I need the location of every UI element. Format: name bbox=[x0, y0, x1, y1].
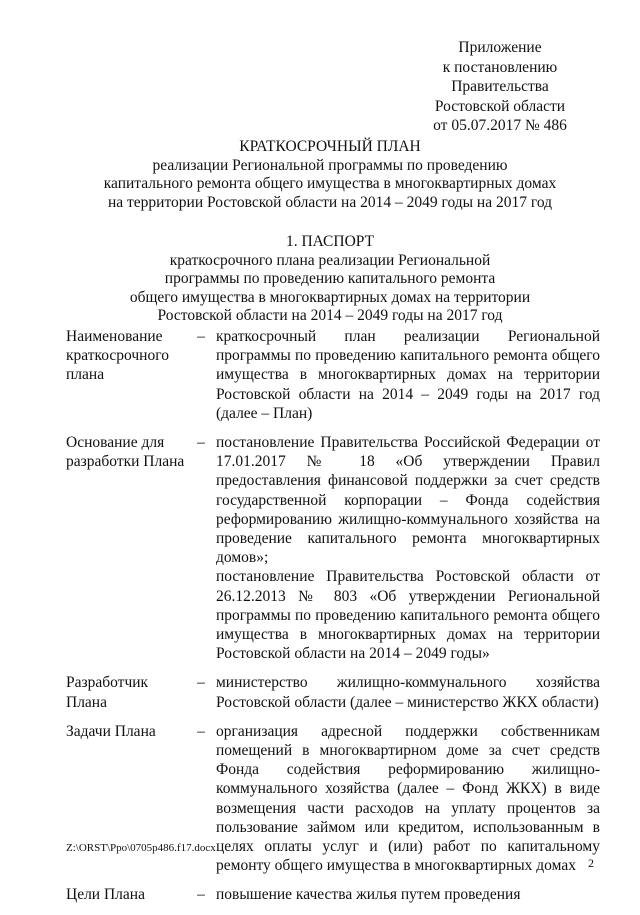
row-paragraph: постановление Правительства Российской Федерации от 17.01.2017 № 18 «Об утверждении Правил предоставления финансовой поддержки за счет средств государственной корпорации – Фонда содействия реформированию жилищно-коммунального хозяйства на проведение капитального ремонта многоквартирных домов»; bbox=[216, 434, 600, 567]
section-heading bbox=[80, 233, 580, 326]
section-line: общего имущества в многоквартирных домах на территории bbox=[129, 288, 531, 306]
row-dash: – bbox=[197, 328, 205, 345]
row-dash: – bbox=[197, 886, 205, 904]
document-title bbox=[80, 138, 580, 212]
section-line: Ростовской области на 2014 – 2049 годы на 2017 год bbox=[157, 307, 503, 324]
approval-line: Ростовской области bbox=[434, 97, 566, 115]
passport-row bbox=[66, 673, 600, 721]
row-paragraph: организация адресной поддержки собственникам помещений в многоквартирном доме за счет средств Фонда содействия реформированию жилищно-коммунального хозяйства (далее – Фонд ЖКХ) в виде возмещения части расходов на уплату процентов за пользование займом или кредитом, использованным в целях оплаты услуг и (или) работ по капитальному ремонту общего имущества в многоквартирных домах bbox=[216, 722, 600, 875]
section-line: краткосрочного плана реализации Региональной bbox=[169, 251, 491, 269]
row-name: Наименование краткосрочного плана bbox=[66, 328, 169, 384]
page-number: 2 bbox=[588, 856, 594, 870]
approval-line: к постановлению bbox=[442, 58, 558, 76]
section-line: программы по проведению капитального ремонта bbox=[164, 270, 496, 287]
approval-line: от 05.07.2017 № 486 bbox=[433, 117, 567, 134]
row-paragraph: постановление Правительства Ростовской области от 26.12.2013 № 803 «Об утверждении Региональной программы по проведению капитального ремонта общего имущества в многоквартирных домах на территории Ростовской области на 2014 – 2049 годы» bbox=[216, 568, 600, 663]
row-value bbox=[214, 327, 600, 433]
row-name: Цели Плана bbox=[66, 886, 145, 904]
row-value bbox=[214, 673, 600, 721]
title-line: реализации Региональной программы по проведению bbox=[152, 156, 508, 174]
passport-row bbox=[66, 885, 600, 914]
row-dash: – bbox=[197, 434, 205, 452]
row-paragraph: краткосрочный план реализации Региональной программы по проведению капитального ремонта общего имущества в многоквартирных домах на территории Ростовской области на 2014 – 2049 годы на 2017 год (далее – План) bbox=[216, 328, 600, 422]
footer-file-path: Z:\ORST\Ppo\0705p486.f17.docx bbox=[66, 842, 216, 854]
title-line: капитального ремонта общего имущества в многоквартирных домах bbox=[103, 175, 557, 192]
row-paragraph: министерство жилищно-коммунального хозяйства Ростовской области (далее – министерство ЖКХ области) bbox=[216, 674, 600, 711]
section-line: 1. ПАСПОРТ bbox=[285, 233, 375, 250]
row-value bbox=[214, 722, 600, 886]
row-name: Разработчик Плана bbox=[66, 674, 149, 711]
row-name: Задачи Плана bbox=[66, 722, 156, 740]
approval-line: Приложение bbox=[458, 39, 542, 56]
passport-row bbox=[66, 327, 600, 433]
row-dash: – bbox=[197, 722, 205, 740]
row-dash: – bbox=[197, 674, 205, 692]
passport-row bbox=[66, 433, 600, 673]
row-value bbox=[214, 433, 600, 673]
row-name: Основание для разработки Плана bbox=[66, 434, 185, 471]
title-line: на территории Ростовской области на 2014 – 2049 годы на 2017 год bbox=[107, 193, 553, 211]
passport-table bbox=[66, 327, 600, 915]
passport-row bbox=[66, 722, 600, 886]
approval-stamp bbox=[420, 38, 580, 136]
row-value bbox=[214, 885, 600, 914]
title-line: КРАТКОСРОЧНЫЙ ПЛАН bbox=[239, 138, 421, 155]
approval-line: Правительства bbox=[451, 78, 549, 95]
row-paragraph: повышение качества жилья путем проведения bbox=[216, 886, 521, 904]
